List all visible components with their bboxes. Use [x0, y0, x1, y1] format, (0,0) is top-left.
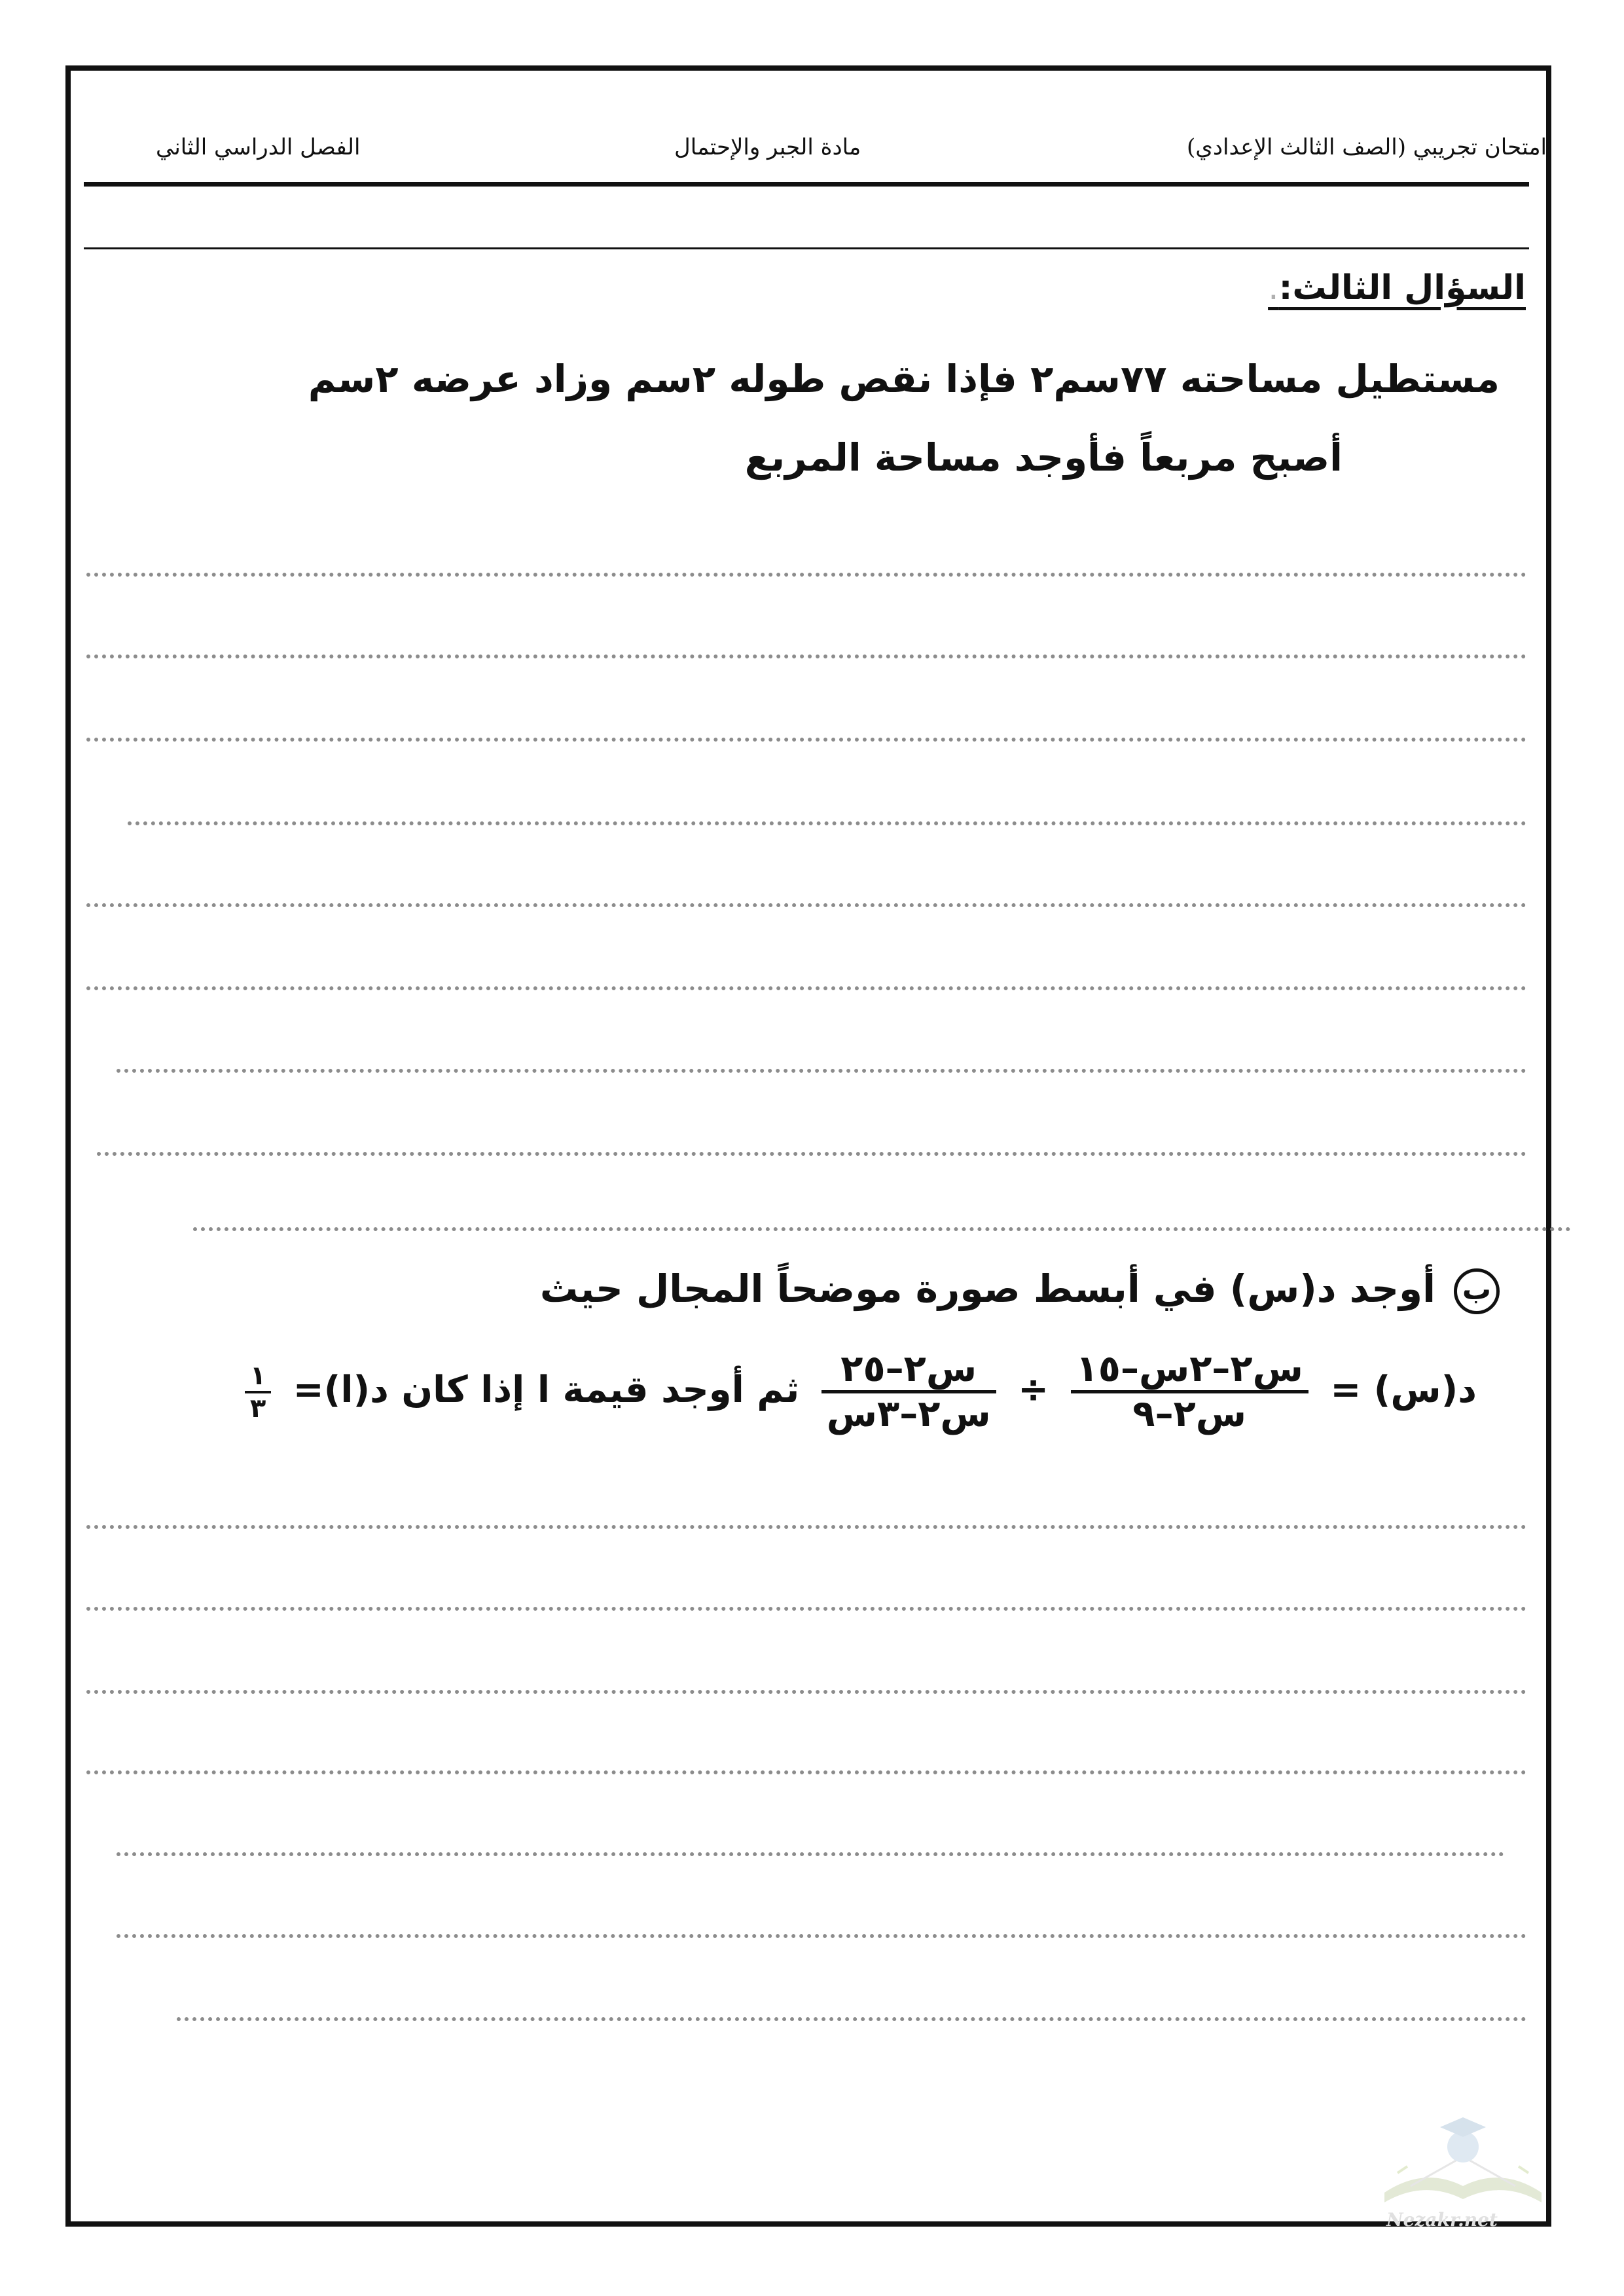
part-b-label: ب	[1454, 1268, 1500, 1314]
answer-line[interactable]	[86, 1525, 1526, 1529]
question-line-1: مستطيل مساحته ٧٧سم٢ فإذا نقص طوله ٢سم وزاد عرضه ٢سم	[308, 357, 1500, 401]
header-divider	[84, 182, 1529, 187]
fraction-3-numerator: ١	[245, 1361, 271, 1393]
fraction-1	[1071, 1348, 1308, 1436]
part-b-formula	[236, 1348, 1477, 1436]
part-b-text: أوجد د(س) في أبسط صورة موضحاً المجال حيث	[539, 1266, 1435, 1311]
question-title-text: السؤال الثالث:	[1278, 268, 1526, 308]
header-term: الفصل الدراسي الثاني	[156, 134, 361, 160]
answer-line[interactable]	[86, 1690, 1526, 1694]
answer-line[interactable]	[97, 1152, 1526, 1156]
answer-line[interactable]	[86, 1770, 1526, 1774]
answer-line[interactable]	[86, 986, 1526, 990]
fraction-2	[821, 1348, 996, 1436]
header-subject: مادة الجبر والإحتمال	[674, 134, 861, 160]
header-underline	[84, 247, 1529, 249]
question-title	[1268, 268, 1526, 308]
answer-line[interactable]	[117, 1934, 1526, 1938]
answer-line[interactable]	[117, 1852, 1504, 1856]
site-logo-icon	[1371, 2094, 1555, 2225]
answer-line[interactable]	[86, 655, 1526, 658]
fraction-3	[245, 1361, 271, 1424]
answer-line[interactable]	[86, 738, 1526, 742]
answer-line[interactable]	[86, 573, 1526, 577]
title-dot: .	[1268, 268, 1279, 308]
divide-symbol: ÷	[1018, 1369, 1049, 1412]
fraction-1-numerator: س٢–٢س–١٥	[1071, 1348, 1308, 1393]
part-b-line-1	[540, 1266, 1500, 1314]
formula-tail: ثم أوجد قيمة ا إذا كان د(ا)=	[293, 1369, 800, 1412]
answer-line[interactable]	[86, 1607, 1526, 1611]
answer-line[interactable]	[86, 903, 1526, 907]
formula-lhs: د(س) =	[1330, 1369, 1477, 1412]
fraction-1-denominator: س٢–٩	[1132, 1393, 1247, 1436]
answer-line[interactable]	[117, 1069, 1526, 1073]
fraction-3-denominator: ٣	[249, 1393, 266, 1424]
header-exam-title: امتحان تجريبي (الصف الثالث الإعدادي)	[1186, 134, 1547, 160]
fraction-2-numerator: س٢–٢٥	[821, 1348, 996, 1393]
watermark-text: Nezakr.net	[1386, 2209, 1498, 2231]
answer-line[interactable]	[193, 1227, 1571, 1231]
fraction-2-denominator: س٢–٣س	[826, 1393, 991, 1436]
question-line-2: أصبح مربعاً فأوجد مساحة المربع	[744, 435, 1343, 480]
answer-line[interactable]	[177, 2017, 1526, 2021]
answer-line[interactable]	[128, 821, 1526, 825]
